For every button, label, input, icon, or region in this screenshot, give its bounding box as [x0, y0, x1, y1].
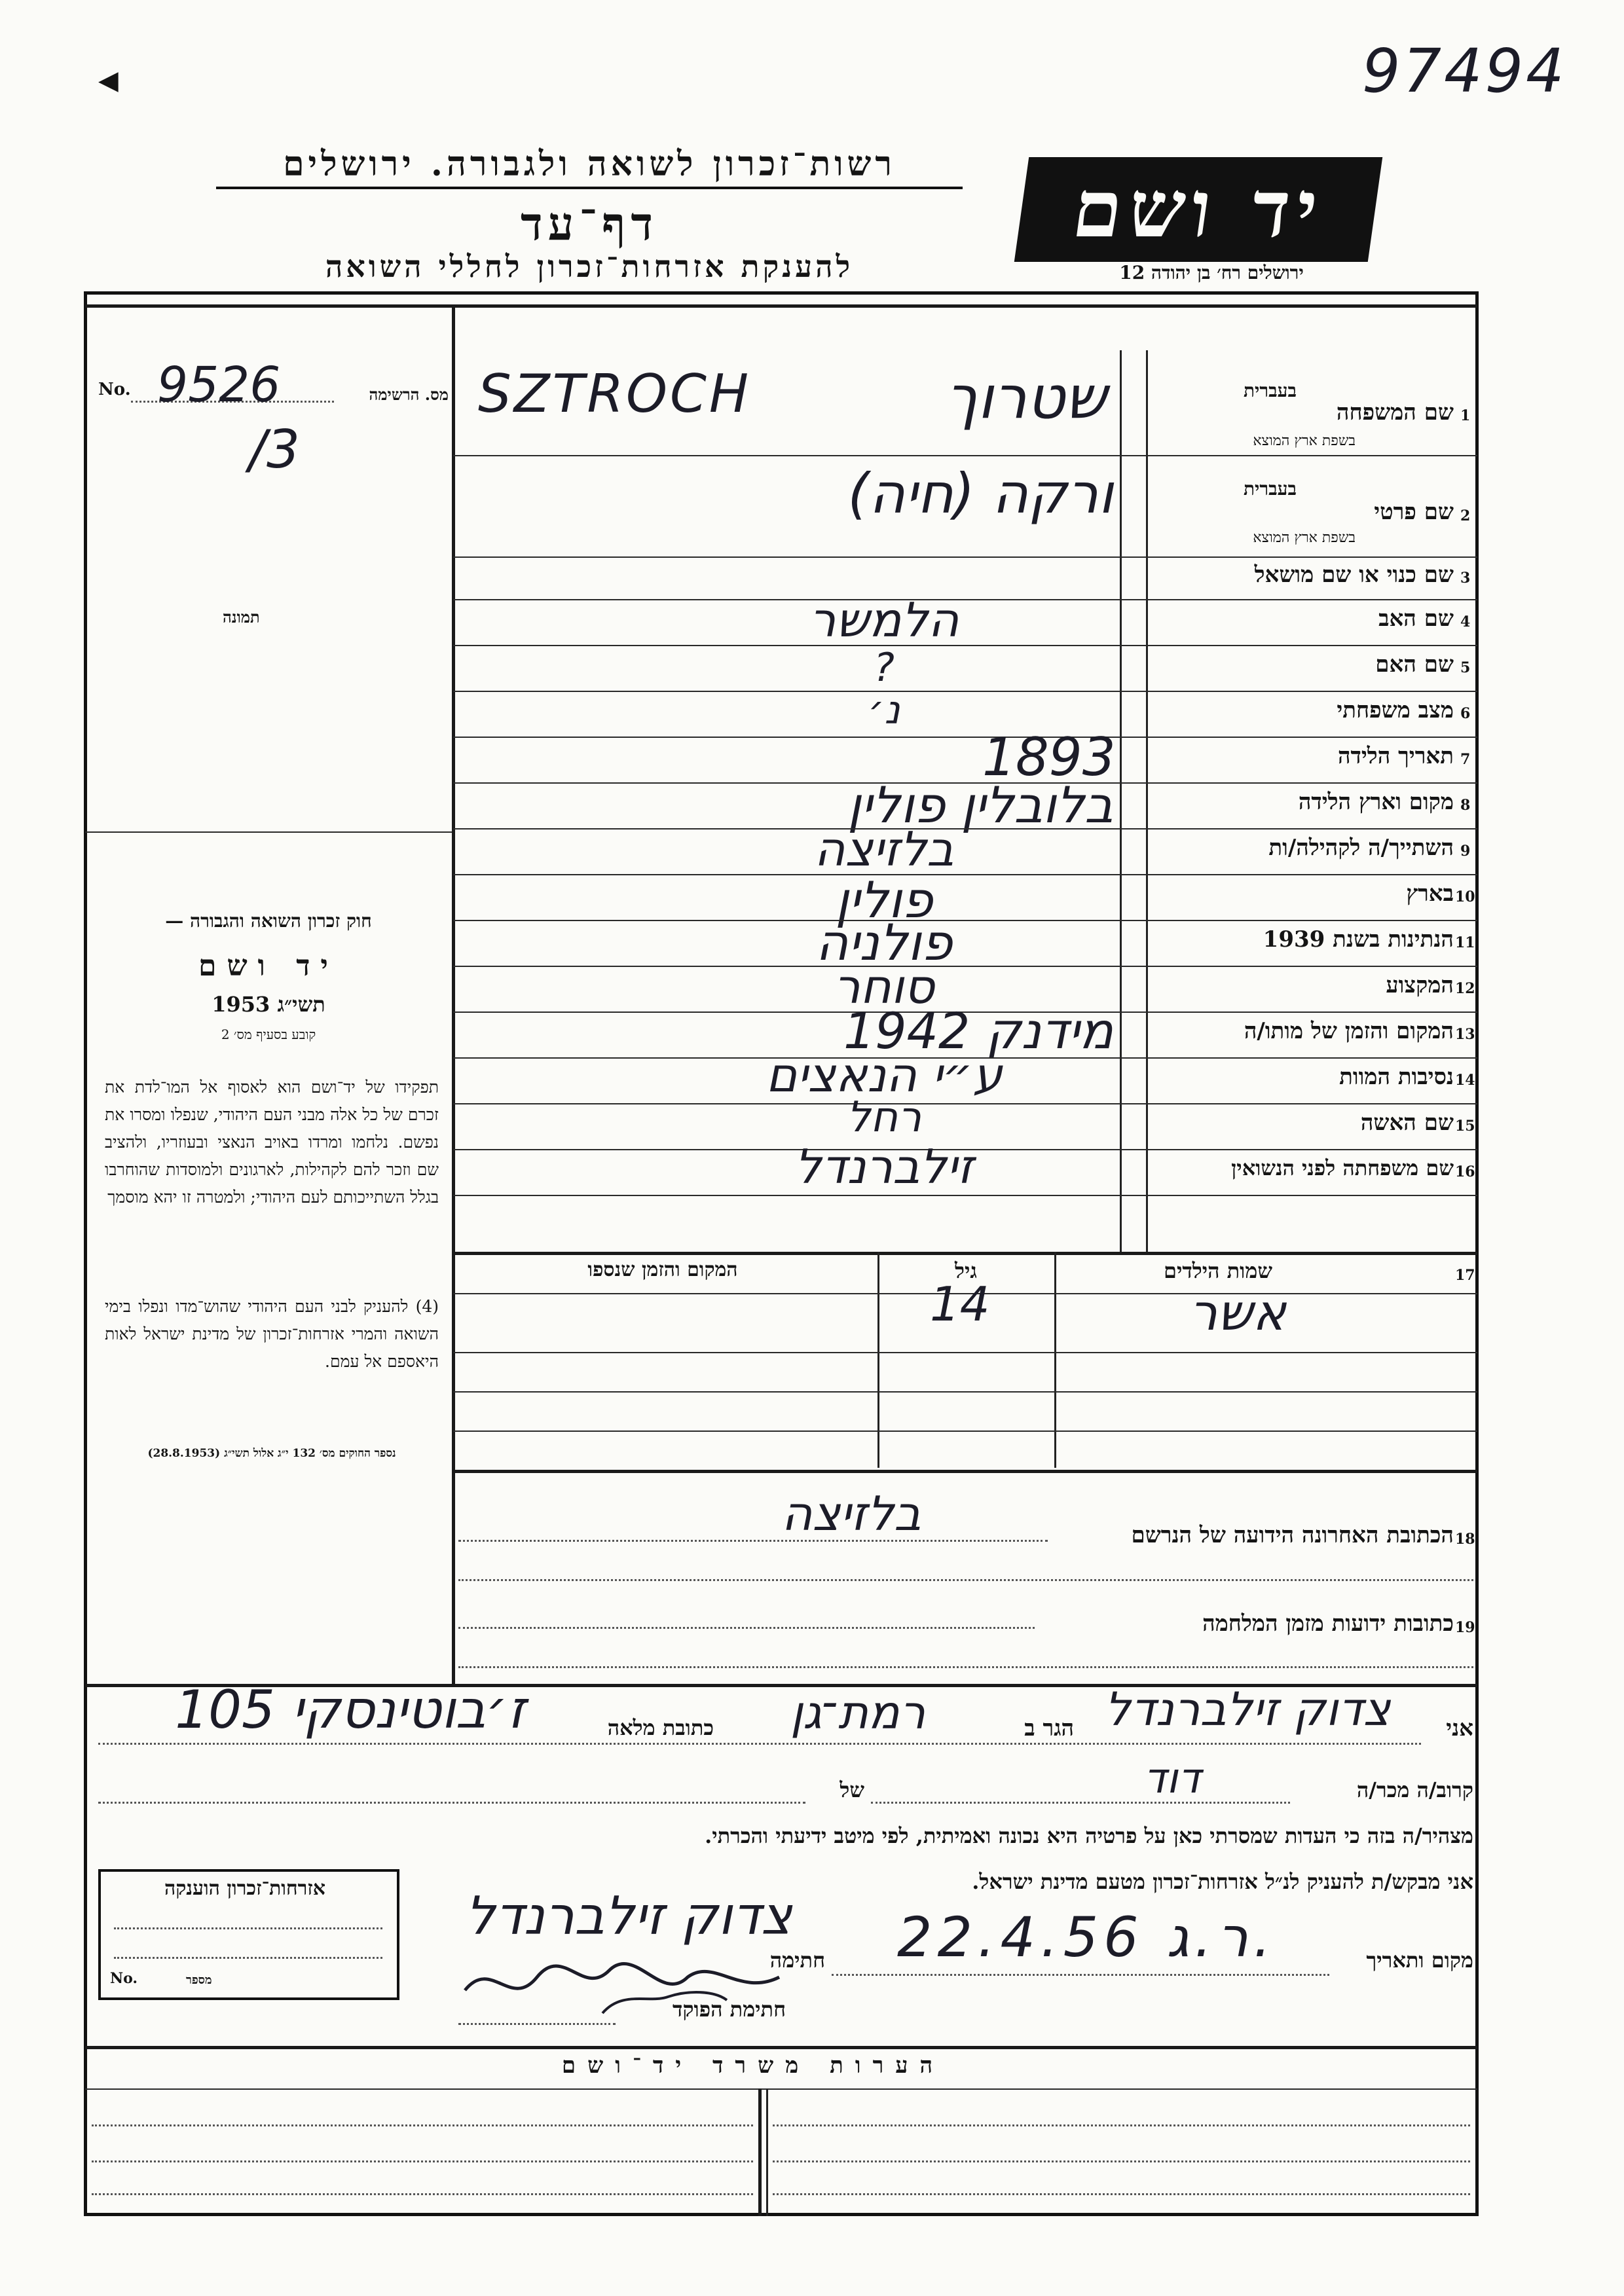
- decl-city: רמת־גן: [790, 1686, 926, 1740]
- row-12-num: 12: [1455, 980, 1475, 997]
- law-name: יד ושם: [198, 949, 339, 983]
- row-12-label: המקצוע: [1386, 972, 1454, 998]
- row-2-num: 2: [1460, 507, 1471, 524]
- child-1-name: אשר: [1189, 1283, 1286, 1341]
- remarks-title: הערות משרד יד־ושם: [561, 2052, 945, 2079]
- logo-text: יד ושם: [1067, 163, 1330, 255]
- row-10-value: פולין: [835, 871, 933, 929]
- law-citation: נספר החוקים מס׳ 132 י״ג אלול תשי״ג (28.8.1953): [147, 1447, 396, 1460]
- row-12-value: סוחר: [833, 959, 935, 1014]
- row-8-label: מקום וארץ הלידה: [1298, 789, 1454, 815]
- decl-name: צדוק זילברנדל: [1104, 1683, 1391, 1736]
- row-11-value: פולניה: [815, 913, 953, 972]
- row-1-label: שם המשפחה: [1336, 399, 1454, 426]
- row-14-value: ע״י הנאצים: [766, 1048, 1003, 1102]
- archive-number: 97494: [1362, 36, 1567, 106]
- form-subtitle: להענקת אזרחות־זכרון לחללי השואה: [325, 249, 854, 284]
- signature-value: צדוק זילברנדל: [465, 1886, 792, 1946]
- row-1-value-latin: SZTROCH: [478, 363, 752, 424]
- row-7-value: 1893: [982, 727, 1116, 788]
- row-17-num: 17: [1455, 1267, 1475, 1284]
- decl-of-label: של: [840, 1777, 864, 1802]
- row-6-value: נ׳: [868, 687, 900, 733]
- row-15-num: 15: [1455, 1118, 1475, 1135]
- row-6-num: 6: [1460, 705, 1471, 722]
- row-15-value: רחל: [846, 1093, 922, 1142]
- registry-label: מס. הרשימה: [369, 385, 449, 404]
- row-10-label: בארץ: [1406, 881, 1454, 907]
- row-4-label: שם האב: [1378, 606, 1454, 632]
- row-10-num: 10: [1455, 888, 1475, 905]
- row-7-num: 7: [1460, 751, 1471, 768]
- row-5-value: ?: [874, 645, 895, 691]
- row-8-num: 8: [1460, 797, 1471, 814]
- row-15-label: שם האשה: [1360, 1110, 1454, 1136]
- row-2-label: שם פרטי: [1374, 499, 1454, 525]
- row-3-num: 3: [1460, 570, 1471, 587]
- row-14-num: 14: [1455, 1072, 1475, 1089]
- citizenship-box-title: אזרחות־זכרון הוענקה: [164, 1877, 326, 1900]
- yad-vashem-logo: [1014, 157, 1382, 262]
- decl-statement-1: מצהיר/ה בזה כי העדות שמסרתי כאן על פרטיה היא נכונה ואמיתית, לפי מיטב ידיעתי והכרתי.: [705, 1823, 1473, 1848]
- decl-statement-2: אני מבקש/ת להעניק לנ״ל אזרחות־זכרון מטעם מדינת ישראל.: [972, 1869, 1473, 1894]
- row-6-label: מצב משפחתי: [1337, 697, 1454, 723]
- row-9-label: השתייך/ה לקהילה/ות: [1268, 835, 1454, 861]
- row-19-num: 19: [1455, 1619, 1475, 1636]
- row-16-num: 16: [1455, 1163, 1475, 1180]
- row-13-label: המקום והזמן של מותו/ה: [1244, 1018, 1454, 1044]
- officer-signature-label: חתימת הפוקד: [673, 1997, 786, 2022]
- yad-vashem-address: ירושלים רח׳ בן יהודה 12: [1119, 262, 1304, 283]
- row-11-label: הנתינות בשנת 1939: [1263, 926, 1454, 953]
- row-1-num: 1: [1460, 407, 1471, 424]
- row-2-hebrew-hint: בעברית: [1243, 478, 1297, 500]
- registry-number: 9526: [157, 357, 281, 413]
- decl-lives-label: הגר ב: [1024, 1715, 1074, 1741]
- authority-title: רשות־זכרון לשואה ולגבורה. ירושלים: [216, 144, 963, 189]
- row-2-origin-hint: בשפת ארץ המוצא: [1253, 530, 1356, 546]
- law-title: חוק זכרון השואה והגבורה —: [165, 910, 372, 932]
- row-3-label: שם כנוי או שם מושאל: [1254, 562, 1454, 588]
- decl-relative: דוד: [1143, 1755, 1201, 1803]
- photo-label: תמונה: [223, 608, 260, 627]
- row-4-value: הלמשר: [809, 592, 959, 647]
- row-4-num: 4: [1460, 613, 1471, 630]
- row-16-label: שם משפחתה לפני הנשואין: [1231, 1156, 1454, 1180]
- children-header-place: המקום והזמן שנספו: [587, 1258, 738, 1281]
- row-8-value: בלובלין פולין: [847, 776, 1113, 834]
- row-14-label: נסיבות המוות: [1339, 1064, 1454, 1090]
- law-paragraph-1: תפקידו של יד־ושם הוא לאסוף אל המו־לדת את זכרם של כל אלה מבני העם היהודי, שנפלו ומסרו את נפשם. נלחמו ומרדו באויב הנאצי ובעוזריו, ולהציב שם וזכר להם לקהילות, לארגונים ולמוסדות שהוחרבו בגלל השתייכותם לעם היהודי; ולמטרה זו יהא מוסמך: [105, 1078, 439, 1207]
- decl-prefix: אני: [1446, 1715, 1473, 1741]
- decl-address: ז׳בוטינסקי 105: [175, 1679, 526, 1740]
- corner-mark: ◀: [98, 65, 119, 96]
- decl-address-label: כתובת מלאה: [607, 1715, 714, 1740]
- row-2-value: ורקה (חיה): [847, 462, 1113, 526]
- children-header-age: גיל: [955, 1258, 977, 1283]
- citizenship-box-no-label: No.: [110, 1970, 138, 1987]
- row-19-label: כתובות ידועות מזמן המלחמה: [1202, 1611, 1454, 1637]
- place-date-label: מקום ותאריך: [1366, 1948, 1473, 1973]
- children-header-names: שמות הילדים: [1164, 1258, 1272, 1283]
- row-13-value: מידנק 1942: [843, 1002, 1113, 1060]
- row-18-num: 18: [1455, 1531, 1475, 1548]
- row-13-num: 13: [1455, 1026, 1475, 1043]
- row-5-num: 5: [1460, 659, 1471, 676]
- decl-relative-label: קרוב/ה מכר/ה: [1356, 1777, 1473, 1802]
- law-clause: קובע בסעיף מס׳ 2: [221, 1027, 316, 1042]
- row-1-origin-hint: בשפת ארץ המוצא: [1253, 433, 1356, 449]
- child-1-age: 14: [930, 1277, 990, 1332]
- law-year: תשי״ג 1953: [212, 992, 325, 1017]
- row-1-hebrew-hint: בעברית: [1243, 380, 1297, 401]
- form-title: דף־עד: [520, 196, 658, 251]
- row-9-value: בלזיצה: [814, 822, 954, 877]
- registry-sub-number: /3: [249, 419, 300, 480]
- citizenship-box-number-label: מספר: [186, 1973, 212, 1987]
- row-7-label: תאריך הלידה: [1337, 743, 1454, 769]
- registry-no-label: No.: [98, 380, 131, 399]
- row-9-num: 9: [1460, 843, 1471, 860]
- row-16-value: זילברנדל: [794, 1139, 974, 1194]
- row-11-num: 11: [1455, 934, 1475, 951]
- citizenship-box: [98, 1869, 399, 2000]
- row-1-value-hebrew: שטרוך: [946, 363, 1107, 432]
- row-5-label: שם האם: [1375, 651, 1454, 678]
- signature-label: חתימה: [769, 1948, 825, 1973]
- place-date-value: 22.4.56 ר.ג.: [897, 1905, 1276, 1969]
- row-18-label: הכתובת האחרונה הידועה של הנרשם: [1131, 1522, 1454, 1548]
- row-18-value: בלזיצה: [781, 1486, 921, 1541]
- law-paragraph-2: (4) להעניק לבני העם היהודי שהוש־מדו ונפלו בימי השואה והמרי אזרחות־זכרון של מדינת ישראל לאות היאספם אל עמם.: [105, 1297, 439, 1371]
